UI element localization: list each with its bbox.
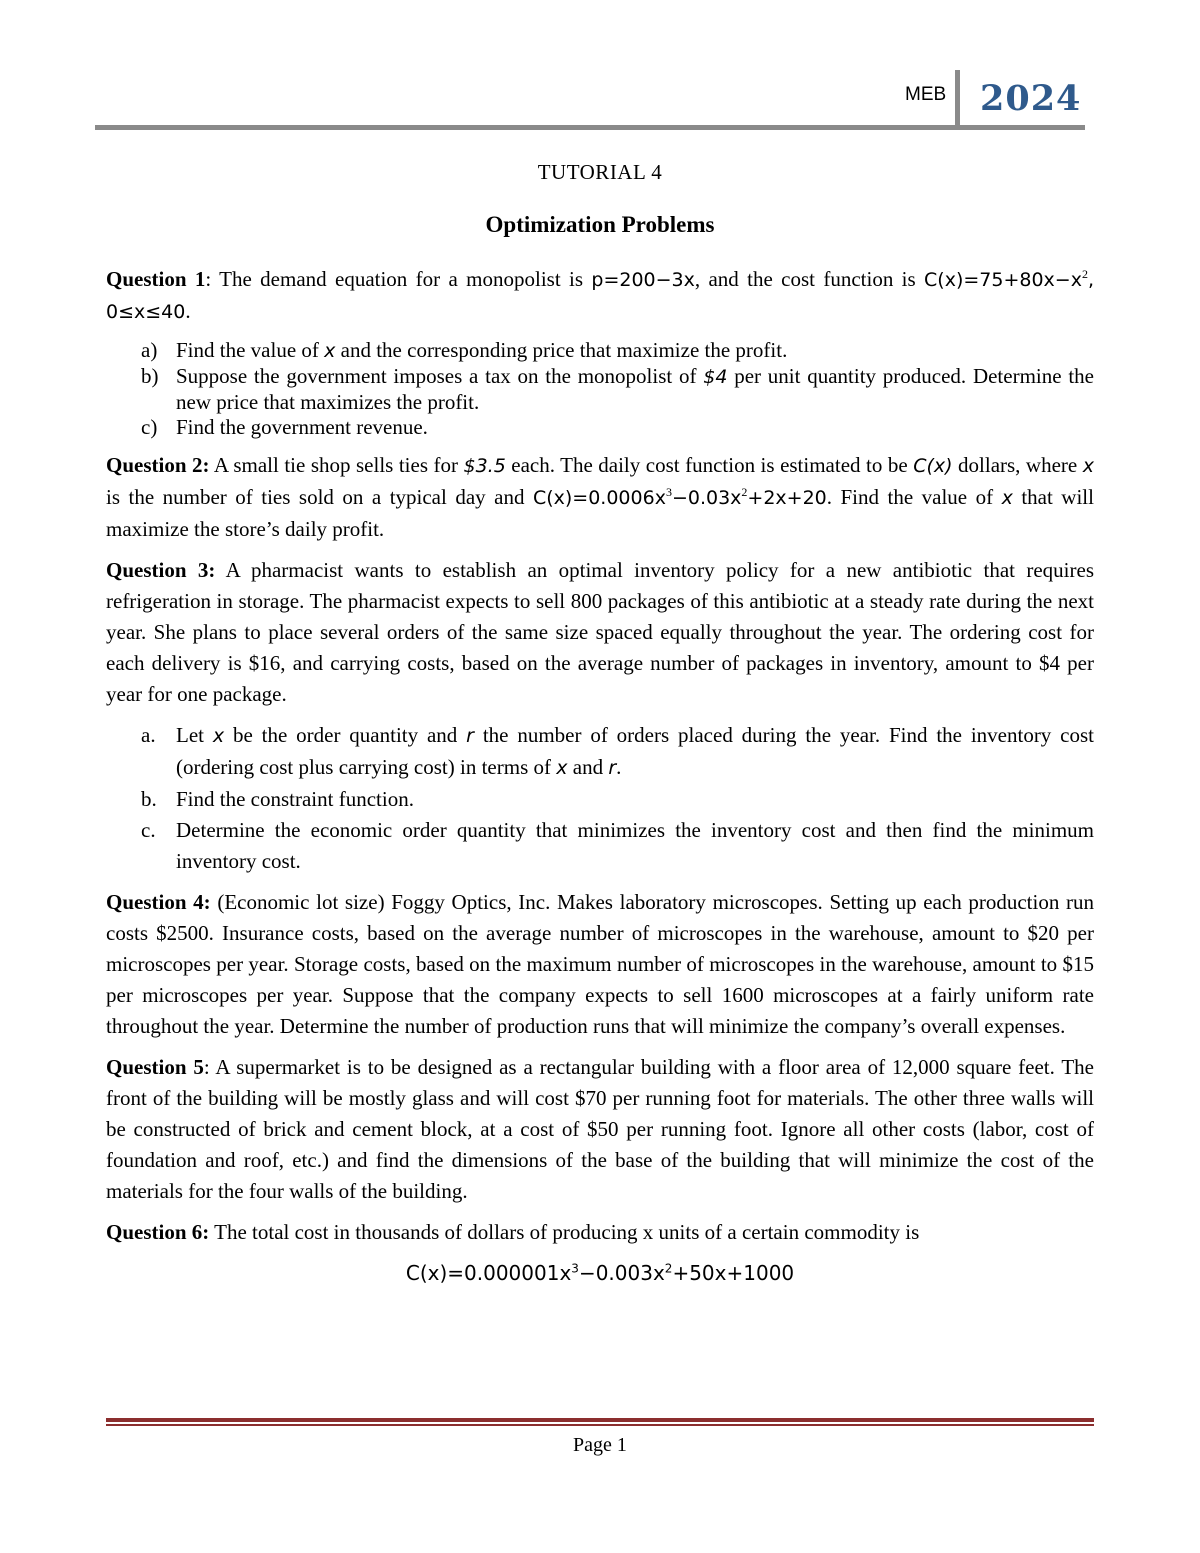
q6-equation: −0.003x <box>578 1261 665 1285</box>
list-marker: a. <box>141 723 156 747</box>
item-var: r <box>466 725 474 747</box>
footer-rule-thick <box>106 1418 1094 1422</box>
q6-cost-equation <box>106 1258 1094 1289</box>
list-item <box>106 815 1094 877</box>
item-text: Find the constraint function. <box>176 787 414 811</box>
q1-domain: , 0≤x≤40 <box>106 269 1095 323</box>
section-title: Optimization Problems <box>485 212 715 237</box>
item-var: x <box>324 340 336 362</box>
q6-equation: C(x)=0.000001x <box>405 1261 572 1285</box>
q1-text-b: , and the cost function is <box>694 267 925 291</box>
q2-equation: +2x+20 <box>747 487 827 509</box>
q2-equation: −0.03x <box>671 487 742 509</box>
item-text: the number of orders placed during the year. Find the inventory cost (ordering cost plus carrying cost) in terms of <box>176 723 1094 779</box>
q2-var: x <box>1082 455 1094 477</box>
question-3 <box>106 555 1094 710</box>
q1-end: . <box>185 299 191 323</box>
q2-exponent: 2 <box>741 485 748 499</box>
list-item <box>106 338 1094 364</box>
q6-equation: +50x+1000 <box>672 1261 795 1285</box>
q1-cost-exponent: 2 <box>1081 267 1088 281</box>
page-header <box>0 0 1200 140</box>
list-marker: b) <box>141 364 159 388</box>
question-3-parts <box>106 720 1094 877</box>
item-var: x <box>556 757 568 779</box>
item-text: and the corresponding price that maximize the profit. <box>335 338 788 362</box>
list-marker: b. <box>141 787 157 811</box>
item-text: Let <box>176 723 213 747</box>
question-6 <box>106 1217 1094 1248</box>
q3-text: A pharmacist wants to establish an optimal inventory policy for a new antibiotic that requires refrigeration in storage. The pharmacist expects to sell 800 packages of this antibiotic at a steady rate during the next year. She plans to place several orders of the same size spaced equally throughout the year. The ordering cost for each delivery is $16, and carrying costs, based on the average number of packages in inventory, amount to $4 per year for one package. <box>106 558 1094 706</box>
item-text: be the order quantity and <box>224 723 467 747</box>
q2-text: dollars, where <box>952 453 1083 477</box>
list-item <box>106 720 1094 784</box>
q1-text-a: : The demand equation for a monopolist is <box>205 267 592 291</box>
item-text: Find the government revenue. <box>176 415 428 439</box>
tutorial-title: TUTORIAL 4 <box>537 160 663 184</box>
document-body <box>106 264 1094 1289</box>
item-text: Determine the economic order quantity that minimizes the inventory cost and then find the minimum inventory cost. <box>176 818 1094 873</box>
item-text: . <box>616 755 622 779</box>
question-6-label: Question 6: <box>106 1220 210 1244</box>
item-text: and <box>567 755 609 779</box>
q2-price: $3.5 <box>463 455 506 477</box>
item-text: per unit quantity produced. Determine the new price that maximizes the profit. <box>176 364 1094 414</box>
list-item <box>106 415 1094 440</box>
item-text: Find the value of <box>176 338 325 362</box>
header-rule <box>95 125 1085 130</box>
question-5 <box>106 1052 1094 1207</box>
header-divider-vertical <box>955 70 960 128</box>
list-marker: c) <box>141 415 158 439</box>
footer-rule-thin <box>106 1424 1094 1426</box>
list-item <box>106 364 1094 415</box>
q2-cost-symbol: C(x) <box>913 455 953 477</box>
question-1 <box>106 264 1094 328</box>
q1-demand-equation: p=200−3x <box>591 269 695 291</box>
list-item <box>106 784 1094 815</box>
question-2 <box>106 450 1094 545</box>
q2-var: x <box>1001 487 1013 509</box>
question-1-parts <box>106 338 1094 440</box>
header-year: 2024 <box>980 78 1082 119</box>
q6-text: The total cost in thousands of dollars of producing x units of a certain commodity is <box>209 1220 920 1244</box>
q2-text: is the number of ties sold on a typical day and <box>106 485 533 509</box>
q2-text: that will maximize the store’s daily profit. <box>106 485 1094 541</box>
question-5-label: Question 5 <box>106 1055 204 1079</box>
q1-cost-equation: C(x)=75+80x−x <box>924 269 1082 291</box>
list-marker: a) <box>141 338 158 362</box>
q6-exponent: 3 <box>571 1261 579 1276</box>
item-text: Suppose the government imposes a tax on the monopolist of <box>176 364 704 388</box>
item-var: r <box>608 757 617 779</box>
q2-text: A small tie shop sells ties for <box>209 453 464 477</box>
q4-text: (Economic lot size) Foggy Optics, Inc. Makes laboratory microscopes. Setting up each production run costs $2500. Insurance costs, based on the average number of microscopes in the warehouse, amount to $20 per microscopes per year. Storage costs, based on the maximum number of microscopes in the warehouse, amount to $15 per microscopes per year. Suppose that the company expects to sell 1600 microscopes at a fairly uniform rate throughout the year. Determine the number of production runs that will minimize the company’s overall expenses. <box>106 890 1094 1038</box>
question-4-label: Question 4: <box>106 890 211 914</box>
question-3-label: Question 3: <box>106 558 216 582</box>
item-var: $4 <box>703 366 728 388</box>
q2-text: each. The daily cost function is estimated to be <box>505 453 914 477</box>
list-marker: c. <box>141 818 156 842</box>
q2-exponent: 3 <box>665 485 672 499</box>
item-var: x <box>212 725 225 747</box>
q2-equation: C(x)=0.0006x <box>532 487 666 509</box>
question-1-label: Question 1 <box>106 267 206 291</box>
q6-exponent: 2 <box>664 1261 673 1276</box>
question-4 <box>106 887 1094 1042</box>
question-2-label: Question 2: <box>106 453 210 477</box>
header-org: MEB <box>905 84 947 105</box>
page-number: Page 1 <box>573 1434 627 1456</box>
q5-text: : A supermarket is to be designed as a rectangular building with a floor area of 12,000 square feet. The front of the building will be mostly glass and will cost $70 per running foot for materials. The other three walls will be constructed of brick and cement block, at a cost of $50 per running foot. Ignore all other costs (labor, cost of foundation and roof, etc.) and find the dimensions of the base of the building that will minimize the cost of the materials for the four walls of the building. <box>106 1055 1095 1203</box>
q2-text: . Find the value of <box>826 485 1002 509</box>
